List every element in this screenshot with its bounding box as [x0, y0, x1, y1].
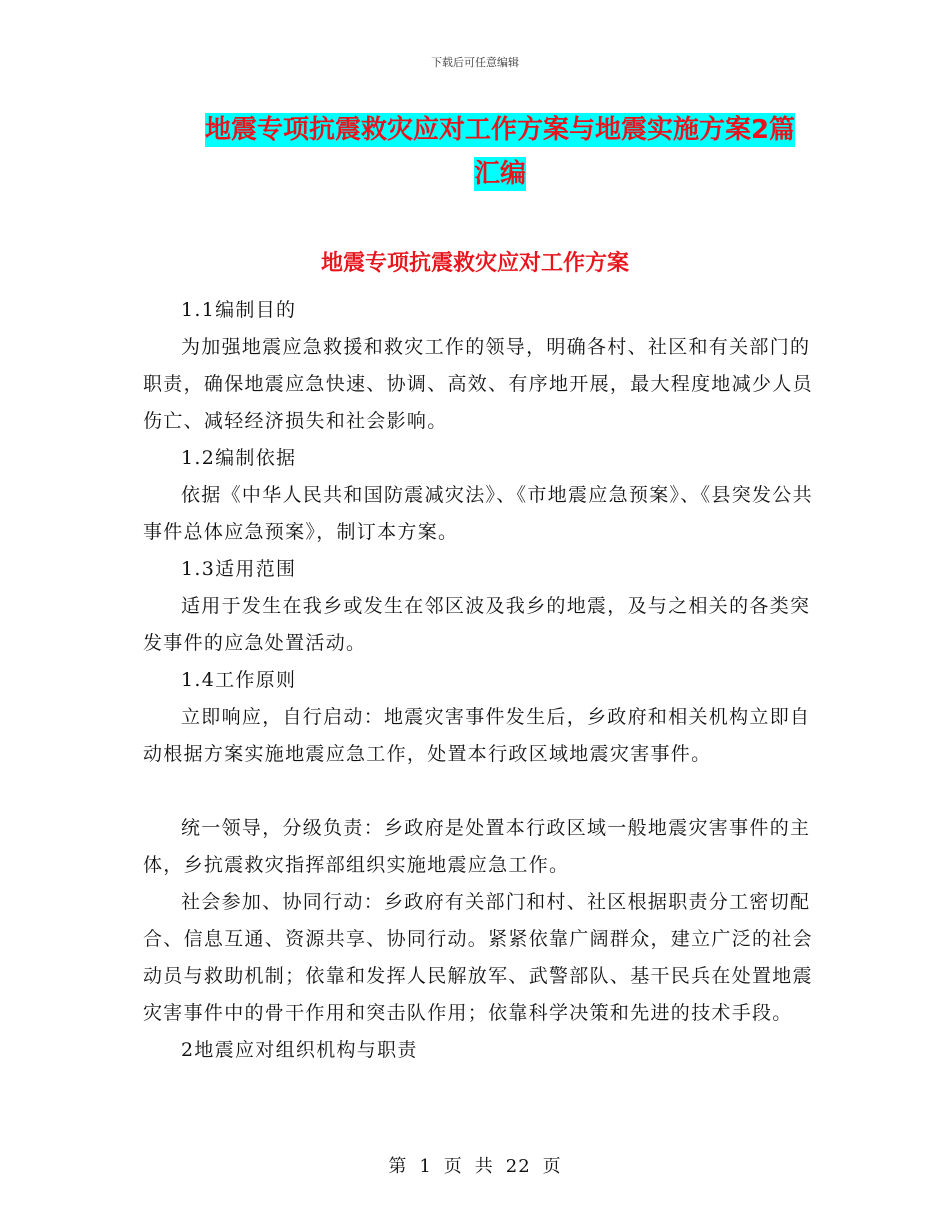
paragraph: 立即响应，自行启动：地震灾害事件发生后，乡政府和相关机构立即自动根据方案实施地震应急工作，处置本行政区域地震灾害事件。 [143, 706, 811, 765]
footer-label-total-unit: 页 [542, 1156, 562, 1177]
footer-label-total: 共 [474, 1156, 494, 1177]
document-body [143, 292, 813, 1069]
heading-1-3: 1.3适用范围 [181, 558, 297, 580]
total-pages: 22 [505, 1156, 531, 1177]
document-title [190, 108, 810, 196]
heading-2: 2地震应对组织机构与职责 [181, 1039, 418, 1061]
header-note: 下载后可任意编辑 [431, 56, 519, 69]
paragraph: 社会参加、协同行动：乡政府有关部门和村、社区根据职责分工密切配合、信息互通、资源共享、协同行动。紧紧依靠广阔群众，建立广泛的社会动员与救助机制；依靠和发挥人民解放军、武警部队、基干民兵在处置地震灾害事件中的骨干作用和突击队作用；依靠科学决策和先进的技术手段。 [143, 891, 813, 1024]
section-title: 地震专项抗震救灾应对工作方案 [320, 251, 629, 276]
heading-1-4: 1.4工作原则 [181, 669, 297, 691]
title-line-1: 地震专项抗震救灾应对工作方案与地震实施方案2篇 [204, 115, 796, 145]
paragraph: 为加强地震应急救援和救灾工作的领导，明确各村、社区和有关部门的职责，确保地震应急快速、协调、高效、有序地开展，最大程度地减少人员伤亡、减轻经济损失和社会影响。 [143, 336, 813, 432]
footer-label-page-unit: 页 [443, 1156, 463, 1177]
footer-label-page: 第 [388, 1156, 408, 1177]
page-footer [0, 1152, 950, 1178]
page-number: 1 [419, 1156, 432, 1177]
paragraph: 统一领导，分级负责：乡政府是处置本行政区域一般地震灾害事件的主体，乡抗震救灾指挥部组织实施地震应急工作。 [143, 817, 811, 876]
title-line-2: 汇编 [473, 159, 526, 189]
heading-1-2: 1.2编制依据 [181, 447, 297, 469]
heading-1-1: 1.1编制目的 [181, 299, 297, 321]
paragraph: 适用于发生在我乡或发生在邻区波及我乡的地震，及与之相关的各类突发事件的应急处置活动。 [143, 595, 811, 654]
paragraph: 依据《中华人民共和国防震减灾法》、《市地震应急预案》、《县突发公共事件总体应急预案》，制订本方案。 [143, 484, 813, 543]
